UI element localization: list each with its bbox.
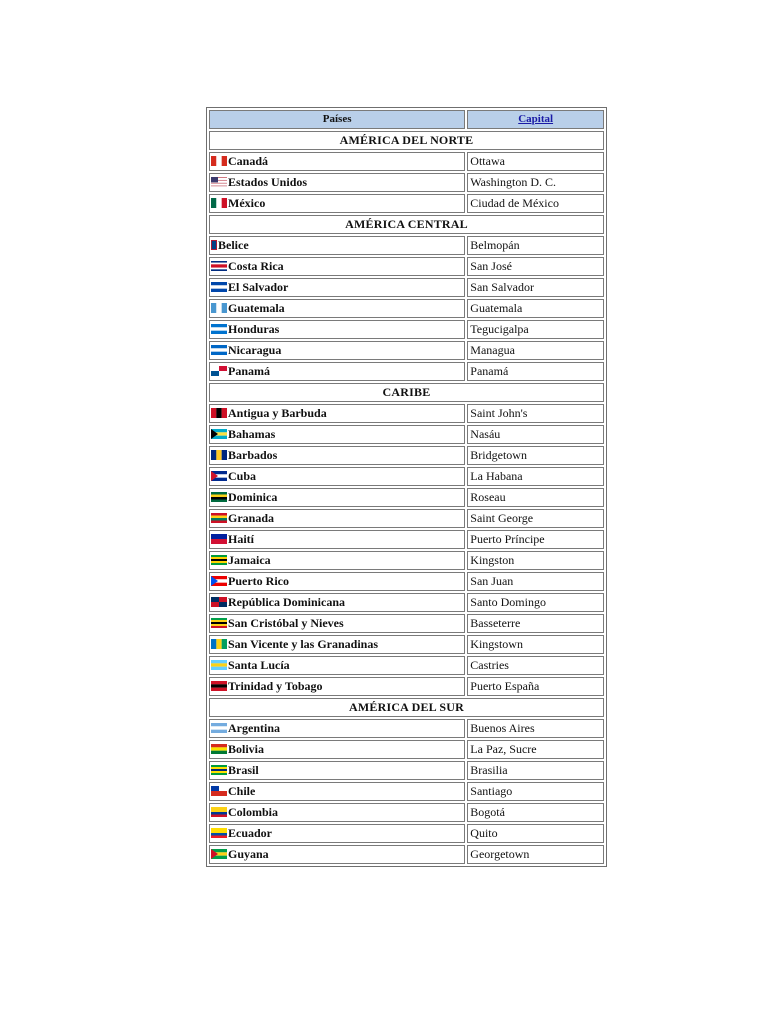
- country-name: Bolivia: [228, 742, 265, 756]
- country-name: San Cristóbal y Nieves: [228, 616, 344, 630]
- capital-cell: San Salvador: [467, 278, 604, 297]
- country-cell: [209, 572, 465, 591]
- table-row: [209, 677, 604, 696]
- belice-flag-icon: [211, 240, 217, 250]
- country-name: Nicaragua: [228, 343, 282, 357]
- country-cell: [209, 782, 465, 801]
- country-cell: [209, 509, 465, 528]
- country-name: Bahamas: [228, 427, 276, 441]
- barbados-flag-icon: [211, 450, 227, 460]
- region-row: [209, 698, 604, 717]
- table-body: [209, 131, 604, 864]
- region-heading: AMÉRICA CENTRAL: [209, 215, 604, 234]
- guyana-flag-icon: [211, 849, 227, 859]
- capital-cell: Basseterre: [467, 614, 604, 633]
- capital-cell: Nasáu: [467, 425, 604, 444]
- san-cristobal-y-nieves-flag-icon: [211, 618, 227, 628]
- mexico-flag-icon: [211, 198, 227, 208]
- capital-cell: Ottawa: [467, 152, 604, 171]
- country-cell: [209, 824, 465, 843]
- table-row: [209, 341, 604, 360]
- header-capital: [467, 110, 604, 129]
- country-name: Colombia: [228, 805, 279, 819]
- dominica-flag-icon: [211, 492, 227, 502]
- table-row: [209, 467, 604, 486]
- bahamas-flag-icon: [211, 429, 227, 439]
- country-name: Estados Unidos: [228, 175, 308, 189]
- panama-flag-icon: [211, 366, 227, 376]
- santa-lucia-flag-icon: [211, 660, 227, 670]
- capital-cell: Saint George: [467, 509, 604, 528]
- country-cell: [209, 761, 465, 780]
- capital-cell: Roseau: [467, 488, 604, 507]
- capital-cell: Buenos Aires: [467, 719, 604, 738]
- table-row: [209, 845, 604, 864]
- table-row: [209, 635, 604, 654]
- country-name: Brasil: [228, 763, 259, 777]
- table-row: [209, 488, 604, 507]
- capital-cell: Guatemala: [467, 299, 604, 318]
- canada-flag-icon: [211, 156, 227, 166]
- brasil-flag-icon: [211, 765, 227, 775]
- capital-cell: La Paz, Sucre: [467, 740, 604, 759]
- country-name: Dominica: [228, 490, 278, 504]
- capital-cell: Castries: [467, 656, 604, 675]
- capital-cell: Santiago: [467, 782, 604, 801]
- country-name: Antigua y Barbuda: [228, 406, 327, 420]
- region-heading: AMÉRICA DEL NORTE: [209, 131, 604, 150]
- costa-rica-flag-icon: [211, 261, 227, 271]
- country-name: Chile: [228, 784, 256, 798]
- country-cell: [209, 740, 465, 759]
- nicaragua-flag-icon: [211, 345, 227, 355]
- country-cell: [209, 614, 465, 633]
- country-cell: [209, 467, 465, 486]
- capital-cell: La Habana: [467, 467, 604, 486]
- country-name: México: [228, 196, 266, 210]
- country-cell: [209, 362, 465, 381]
- table-row: [209, 446, 604, 465]
- honduras-flag-icon: [211, 324, 227, 334]
- capital-cell: Bridgetown: [467, 446, 604, 465]
- jamaica-flag-icon: [211, 555, 227, 565]
- country-cell: [209, 593, 465, 612]
- region-row: [209, 215, 604, 234]
- table-row: [209, 593, 604, 612]
- table-row: [209, 614, 604, 633]
- country-name: Trinidad y Tobago: [228, 679, 323, 693]
- country-name: Canadá: [228, 154, 269, 168]
- country-name: Jamaica: [228, 553, 271, 567]
- country-name: Argentina: [228, 721, 280, 735]
- country-name: Guyana: [228, 847, 269, 861]
- capital-cell: Brasilia: [467, 761, 604, 780]
- table-row: [209, 740, 604, 759]
- country-cell: [209, 719, 465, 738]
- table-row: [209, 425, 604, 444]
- country-cell: [209, 152, 465, 171]
- ecuador-flag-icon: [211, 828, 227, 838]
- el-salvador-flag-icon: [211, 282, 227, 292]
- country-name: Ecuador: [228, 826, 273, 840]
- table-row: [209, 572, 604, 591]
- capital-cell: Bogotá: [467, 803, 604, 822]
- country-name: Guatemala: [228, 301, 285, 315]
- country-cell: [209, 656, 465, 675]
- country-cell: [209, 803, 465, 822]
- region-heading: CARIBE: [209, 383, 604, 402]
- country-name: Granada: [228, 511, 275, 525]
- country-name: Puerto Rico: [228, 574, 289, 588]
- capital-cell: San José: [467, 257, 604, 276]
- table-row: [209, 404, 604, 423]
- granada-flag-icon: [211, 513, 227, 523]
- country-cell: [209, 236, 465, 255]
- table-row: [209, 278, 604, 297]
- countries-capitals-table: [207, 108, 606, 866]
- table-row: [209, 257, 604, 276]
- capital-cell: Ciudad de México: [467, 194, 604, 213]
- country-cell: [209, 488, 465, 507]
- capital-cell: Panamá: [467, 362, 604, 381]
- country-cell: [209, 173, 465, 192]
- table-row: [209, 152, 604, 171]
- capital-cell: Saint John's: [467, 404, 604, 423]
- table-row: [209, 173, 604, 192]
- region-heading: AMÉRICA DEL SUR: [209, 698, 604, 717]
- antigua-y-barbuda-flag-icon: [211, 408, 227, 418]
- table-row: [209, 551, 604, 570]
- country-cell: [209, 194, 465, 213]
- country-cell: [209, 845, 465, 864]
- country-name: Cuba: [228, 469, 257, 483]
- country-cell: [209, 530, 465, 549]
- country-name: Honduras: [228, 322, 280, 336]
- table-row: [209, 509, 604, 528]
- table-row: [209, 299, 604, 318]
- table-row: [209, 320, 604, 339]
- puerto-rico-flag-icon: [211, 576, 227, 586]
- colombia-flag-icon: [211, 807, 227, 817]
- country-cell: [209, 446, 465, 465]
- capital-cell: Santo Domingo: [467, 593, 604, 612]
- table-row: [209, 824, 604, 843]
- country-name: Barbados: [228, 448, 278, 462]
- capital-sort-link[interactable]: Capital: [518, 113, 554, 125]
- capital-cell: Managua: [467, 341, 604, 360]
- capital-cell: Tegucigalpa: [467, 320, 604, 339]
- table-row: [209, 803, 604, 822]
- country-cell: [209, 341, 465, 360]
- region-row: [209, 383, 604, 402]
- trinidad-y-tobago-flag-icon: [211, 681, 227, 691]
- country-cell: [209, 257, 465, 276]
- table-row: [209, 656, 604, 675]
- table-row: [209, 761, 604, 780]
- country-name: Costa Rica: [228, 259, 284, 273]
- country-name: El Salvador: [228, 280, 289, 294]
- capital-cell: Belmopán: [467, 236, 604, 255]
- estados-unidos-flag-icon: [211, 177, 227, 187]
- header-row: [209, 110, 604, 129]
- capital-cell: Quito: [467, 824, 604, 843]
- table-row: [209, 782, 604, 801]
- country-name: Haití: [228, 532, 254, 546]
- capital-cell: Kingston: [467, 551, 604, 570]
- capital-cell: San Juan: [467, 572, 604, 591]
- country-cell: [209, 278, 465, 297]
- capital-cell: Puerto España: [467, 677, 604, 696]
- country-cell: [209, 425, 465, 444]
- header-countries: Países: [209, 110, 465, 129]
- chile-flag-icon: [211, 786, 227, 796]
- haiti-flag-icon: [211, 534, 227, 544]
- country-name: República Dominicana: [228, 595, 346, 609]
- country-cell: [209, 551, 465, 570]
- country-cell: [209, 299, 465, 318]
- capital-cell: Puerto Príncipe: [467, 530, 604, 549]
- argentina-flag-icon: [211, 723, 227, 733]
- capital-cell: Kingstown: [467, 635, 604, 654]
- country-cell: [209, 677, 465, 696]
- table-row: [209, 530, 604, 549]
- country-name: Belice: [218, 238, 249, 252]
- san-vicente-y-las-granadinas-flag-icon: [211, 639, 227, 649]
- cuba-flag-icon: [211, 471, 227, 481]
- countries-table-frame: [206, 107, 607, 867]
- table-row: [209, 362, 604, 381]
- table-row: [209, 236, 604, 255]
- table-row: [209, 719, 604, 738]
- region-row: [209, 131, 604, 150]
- country-name: Santa Lucía: [228, 658, 290, 672]
- capital-cell: Georgetown: [467, 845, 604, 864]
- country-cell: [209, 320, 465, 339]
- republica-dominicana-flag-icon: [211, 597, 227, 607]
- bolivia-flag-icon: [211, 744, 227, 754]
- country-cell: [209, 404, 465, 423]
- capital-cell: Washington D. C.: [467, 173, 604, 192]
- table-row: [209, 194, 604, 213]
- country-name: Panamá: [228, 364, 270, 378]
- guatemala-flag-icon: [211, 303, 227, 313]
- country-name: San Vicente y las Granadinas: [228, 637, 379, 651]
- country-cell: [209, 635, 465, 654]
